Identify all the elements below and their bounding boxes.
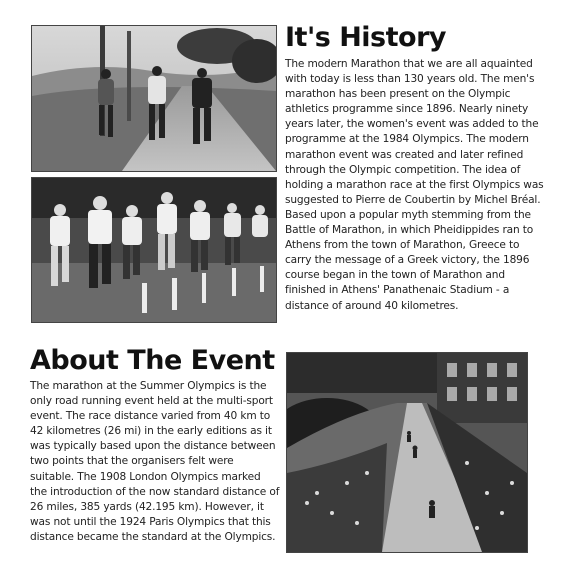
photo-stadium-crowd bbox=[286, 352, 528, 553]
history-heading: It's History bbox=[285, 22, 446, 53]
photo-runners-on-road bbox=[31, 25, 277, 172]
event-heading: About The Event bbox=[30, 345, 275, 376]
history-paragraph: The modern Marathon that we are all aquainted with today is less than 130 years old. The men's marathon has been present on the Olympic athletics programme since 1896. Nearly ninety years later, the women's event was added to the programme at the 1984 Olympics. The modern marathon event was created and later refined through the Olympic competition. The idea of holding a marathon race at the first Olympics was suggested to Pierre de Coubertin by Michel Bréal. Based upon a popular myth stemming from the Battle of Marathon, in which Pheidippides ran to Athens from the town of Marathon, Greece to carry the message of a Greek victory, the 1896 course began in the town of Marathon and finished in Athens' Panathenaic Stadium - a distance of around 40 kilometres. bbox=[285, 58, 544, 312]
stadium-crowd-image bbox=[287, 353, 527, 552]
photo-runners-in-field bbox=[31, 177, 277, 323]
runners-in-field-image bbox=[32, 178, 276, 322]
event-paragraph: The marathon at the Summer Olympics is the only road running event held at the multi-sport event. The race distance varied from 40 km to 42 kilometres (26 mi) in the early editions as it was typically based upon the distance between two points that the organisers felt were suitable. The 1908 London Olympics marked the introduction of the now standard distance of 26 miles, 385 yards (42.195 km). However, it was not until the 1924 Paris Olympics that this distance became the standard at the Olympics. bbox=[30, 380, 280, 543]
runners-on-road-image bbox=[32, 26, 276, 171]
